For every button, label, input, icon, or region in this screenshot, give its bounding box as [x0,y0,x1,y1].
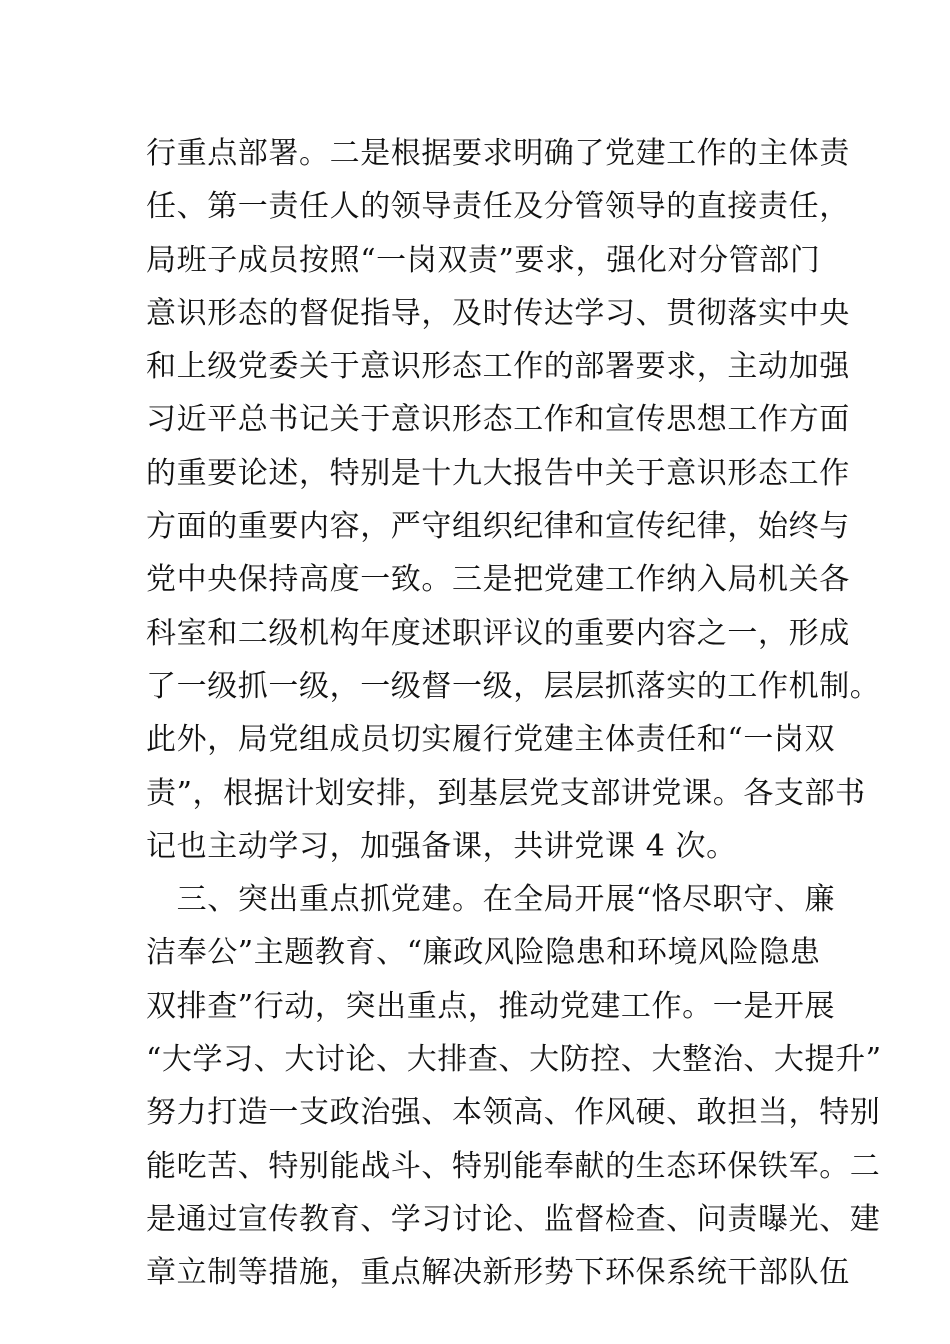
text-line-6: 习近平总书记关于意识形态工作和宣传思想工作方面 [146,402,850,438]
text-line-4: 意识形态的督促指导，及时传达学习、贯彻落实中央 [146,295,850,331]
text-line-12: 此外，局党组成员切实履行党建主体责任和“一岗双 [146,722,836,758]
text-line-21: 是通过宣传教育、学习讨论、监督检查、问责曝光、建 [146,1201,881,1237]
text-line-9: 党中央保持高度一致。三是把党建工作纳入局机关各 [146,562,850,598]
text-line-14: 记也主动学习，加强备课，共讲党课 4 次。 [146,828,737,864]
text-line-2: 任、第一责任人的领导责任及分管领导的直接责任， [146,189,850,225]
text-line-17: 双排查”行动，突出重点，推动党建工作。一是开展 [146,988,836,1024]
text-line-15: 三、突出重点抓党建。在全局开展“恪尽职守、廉 [146,882,836,918]
text-line-11: 了一级抓一级，一级督一级，层层抓落实的工作机制。 [146,668,881,704]
text-line-5: 和上级党委关于意识形态工作的部署要求，主动加强 [146,349,850,385]
text-line-19: 努力打造一支政治强、本领高、作风硬、敢担当，特别 [146,1095,881,1131]
text-line-20: 能吃苦、特别能战斗、特别能奉献的生态环保铁军。二 [146,1148,881,1184]
text-line-1: 行重点部署。二是根据要求明确了党建工作的主体责 [146,136,850,171]
text-line-13: 责”，根据计划安排，到基层党支部讲党课。各支部书 [146,775,866,811]
text-line-22: 章立制等措施，重点解决新形势下环保系统干部队伍 [146,1255,850,1291]
body-text [146,127,882,1300]
text-line-10: 科室和二级机构年度述职评议的重要内容之一，形成 [146,615,850,651]
text-line-3: 局班子成员按照“一岗双责”要求，强化对分管部门 [146,242,821,278]
text-line-8: 方面的重要内容，严守组织纪律和宣传纪律，始终与 [146,509,850,545]
text-line-16: 洁奉公”主题教育、“廉政风险隐患和环境风险隐患 [146,935,821,971]
text-line-7: 的重要论述，特别是十九大报告中关于意识形态工作 [146,455,850,491]
text-line-18: “大学习、大讨论、大排查、大防控、大整治、大提升” [146,1042,882,1078]
